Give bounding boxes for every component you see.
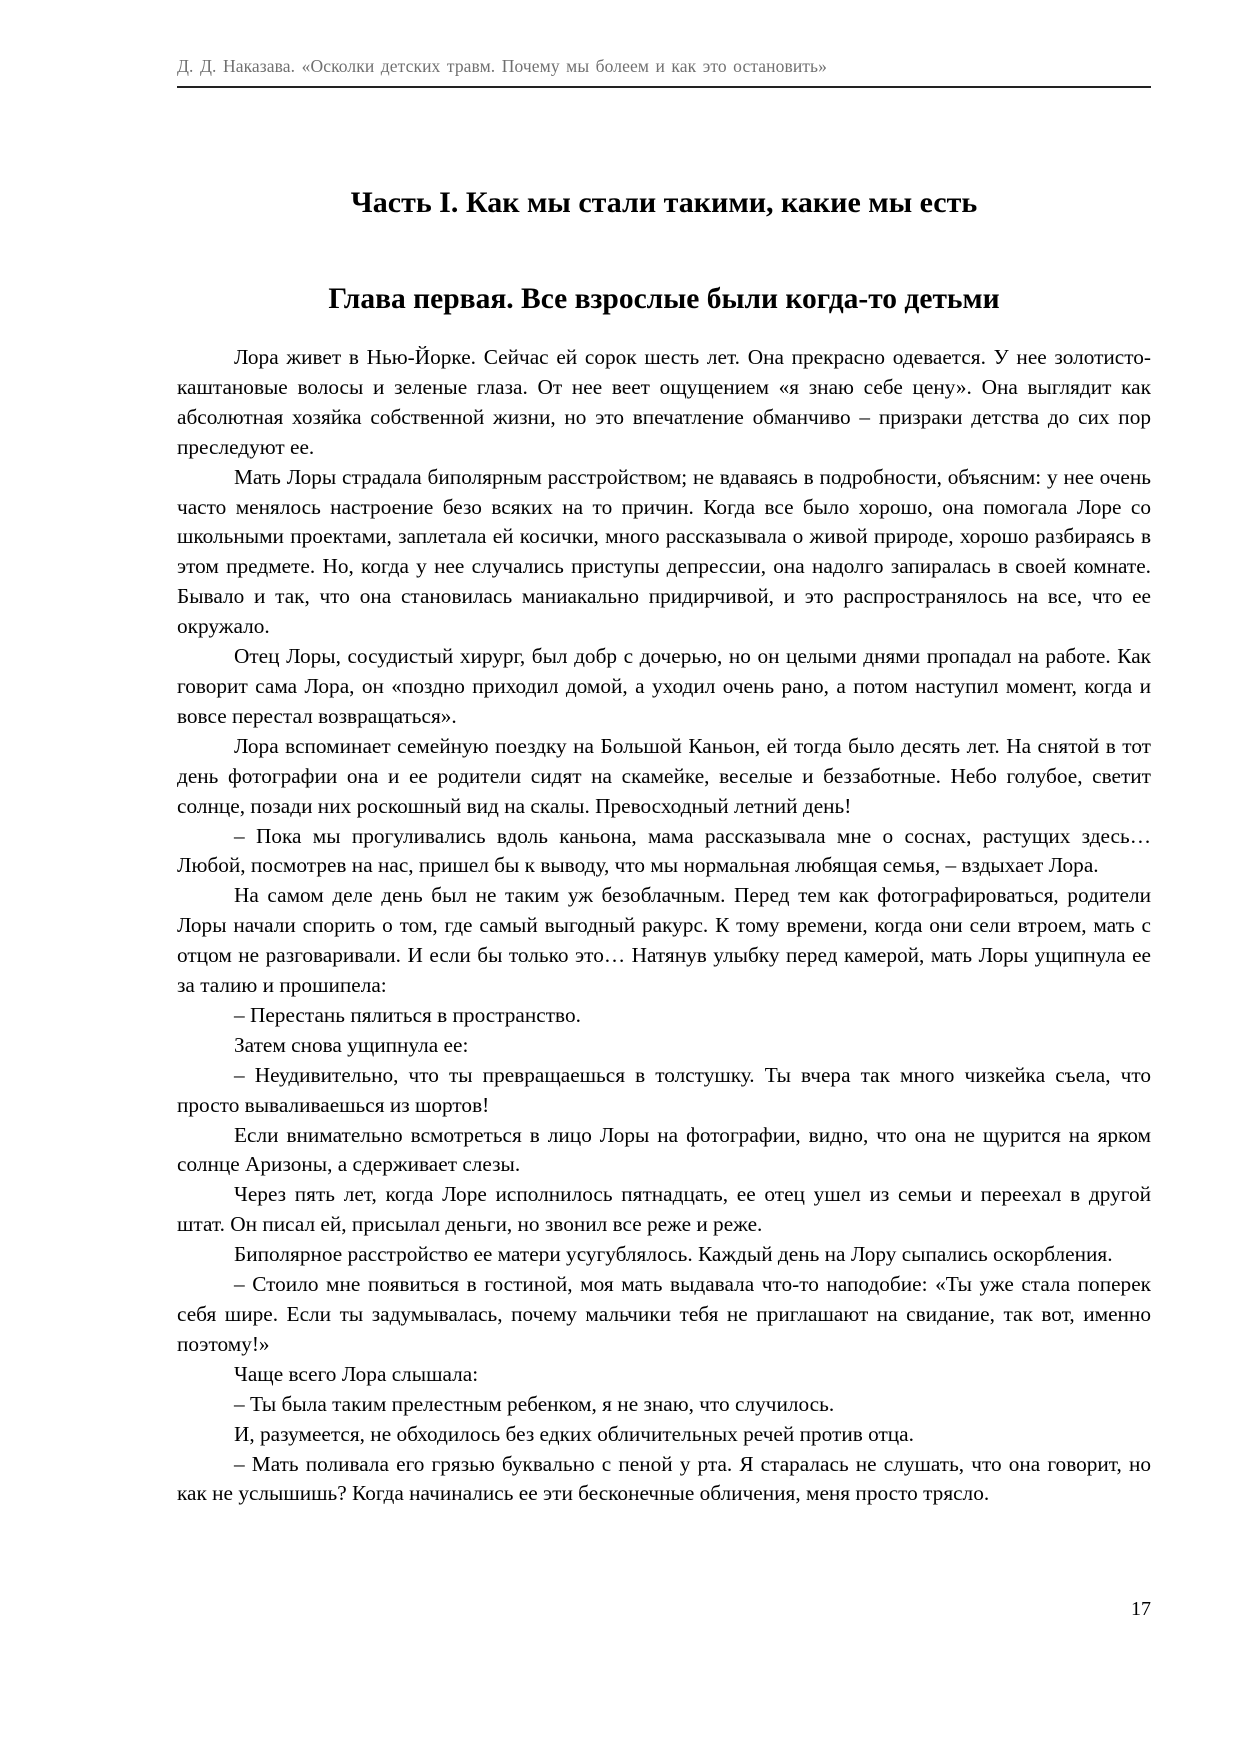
paragraph: Отец Лоры, сосудистый хирург, был добр с дочерью, но он целыми днями пропадал на работе. Как говорит сама Лора, он «поздно приходил домой, а уходил очень рано, а потом наступил момент, когда и вовсе перестал возвращаться». (177, 644, 1151, 728)
paragraph: – Пока мы прогуливались вдоль каньона, мама рассказывала мне о соснах, растущих здесь… Любой, посмотрев на нас, пришел бы к выводу, что мы нормальная любящая семья, – вздыхает Лора. (177, 823, 1151, 878)
paragraph: Лора живет в Нью-Йорке. Сейчас ей сорок шесть лет. Она прекрасно одевается. У нее золотисто-каштановые волосы и зеленые глаза. От нее веет ощущением «я знаю себе цену». Она выглядит как абсолютная хозяйка собственной жизни, но это впечатление обманчиво – призраки детства до сих пор преследуют ее. (177, 345, 1151, 459)
paragraph: – Мать поливала его грязью буквально с пеной у рта. Я старалась не слушать, что она говорит, но как не услышишь? Когда начинались ее эти бесконечные обличения, меня просто трясло. (177, 1451, 1151, 1506)
paragraph: Биполярное расстройство ее матери усугублялось. Каждый день на Лору сыпались оскорбления. (234, 1242, 1113, 1267)
paragraph: И, разумеется, не обходилось без едких обличительных речей против отца. (234, 1421, 914, 1446)
paragraph: Если внимательно всмотреться в лицо Лоры на фотографии, видно, что она не щурится на ярком солнце Аризоны, а сдерживает слезы. (177, 1122, 1151, 1177)
paragraph: – Неудивительно, что ты превращаешься в толстушку. Ты вчера так много чизкейка съела, что просто вываливаешься из шортов! (177, 1062, 1151, 1117)
paragraph: Мать Лоры страдала биполярным расстройством; не вдаваясь в подробности, объясним: у нее очень часто менялось настроение безо всяких на то причин. Когда все было хорошо, она помогала Лоре со школьными проектами, заплетала ей косички, много рассказывала о живой природе, хорошо разбираясь в этом предмете. Но, когда у нее случались приступы депрессии, она надолго запиралась в своей комнате. Бывало и так, что она становилась маниакально придирчивой, и это распространялось на все, что ее окружало. (177, 464, 1151, 639)
page-number: 17 (1131, 1598, 1151, 1620)
header-rule (177, 86, 1151, 88)
paragraph: – Перестань пялиться в пространство. (234, 1002, 581, 1027)
paragraph: На самом деле день был не таким уж безоблачным. Перед тем как фотографироваться, родители Лоры начали спорить о том, где самый выгодный ракурс. К тому времени, когда они сели втроем, мать с отцом не разговаривали. И если бы только это… Натянув улыбку перед камерой, мать Лоры ущипнула ее за талию и прошипела: (177, 883, 1151, 998)
paragraph: Затем снова ущипнула ее: (234, 1032, 469, 1057)
paragraph: – Ты была таким прелестным ребенком, я не знаю, что случилось. (234, 1391, 835, 1416)
paragraph: – Стоило мне появиться в гостиной, моя мать выдавала что-то наподобие: «Ты уже стала поперек себя шире. Если ты задумывалась, почему мальчики тебя не приглашают на свидание, так вот, именно поэтому!» (177, 1272, 1151, 1356)
paragraph: Чаще всего Лора слышала: (234, 1361, 479, 1386)
chapter-title: Глава первая. Все взрослые были когда-то детьми (328, 283, 1000, 315)
body-text (177, 343, 1151, 1509)
part-title: Часть I. Как мы стали такими, какие мы есть (350, 186, 978, 219)
running-head: Д. Д. Наказава. «Осколки детских травм. Почему мы болеем и как это остановить» (177, 56, 827, 76)
paragraph: Лора вспоминает семейную поездку на Большой Каньон, ей тогда было десять лет. На снятой в тот день фотографии она и ее родители сидят на скамейке, веселые и беззаботные. Небо голубое, светит солнце, позади них роскошный вид на скалы. Превосходный летний день! (177, 733, 1151, 818)
paragraph: Через пять лет, когда Лоре исполнилось пятнадцать, ее отец ушел из семьи и переехал в другой штат. Он писал ей, присылал деньги, но звонил все реже и реже. (177, 1182, 1151, 1237)
